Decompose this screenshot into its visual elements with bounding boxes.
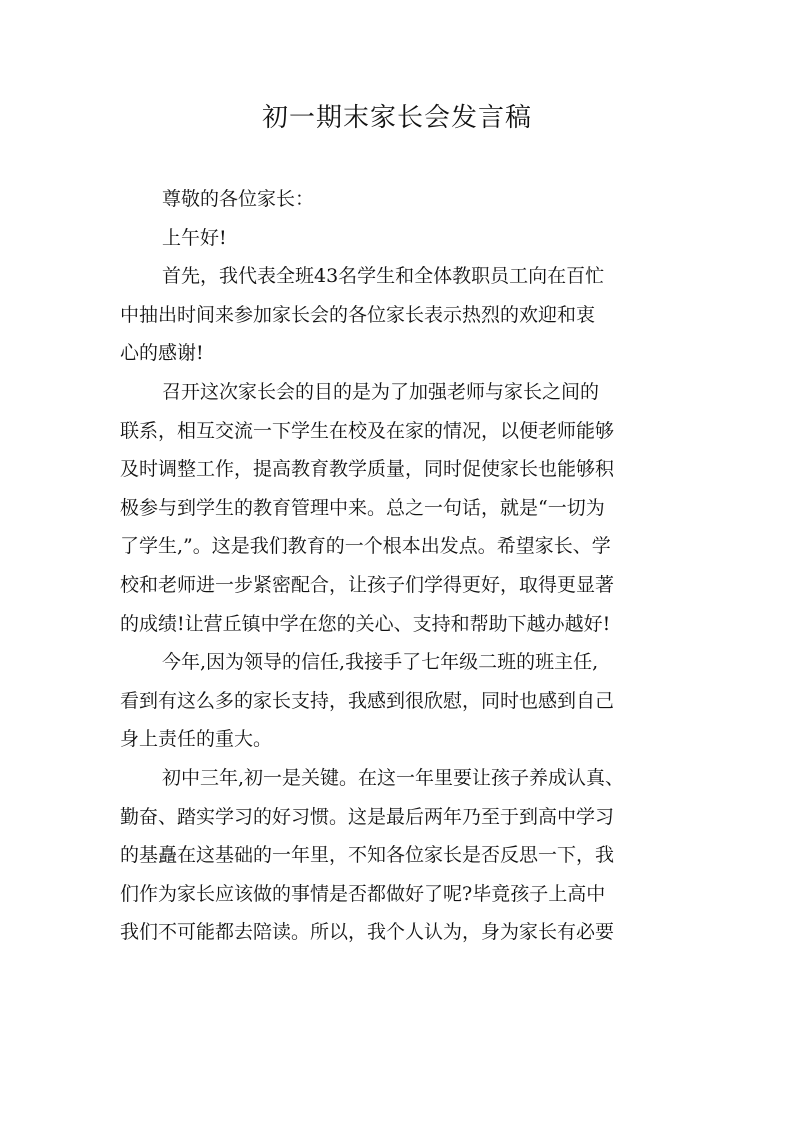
paragraph-line: 身上责任的重大。 xyxy=(120,728,273,751)
paragraph-line: 们作为家长应该做的事情是否都做好了呢?毕竟孩子上高中 xyxy=(120,882,606,905)
paragraph-line: 勤奋、踏实学习的好习惯。这是最后两年乃至于到高中学习 xyxy=(120,805,615,828)
paragraph-line: 初中三年,初一是关键。在这一年里要让孩子养成认真、 xyxy=(162,766,625,789)
paragraph-line: 联系，相互交流一下学生在校及在家的情况，以便老师能够 xyxy=(120,419,615,442)
paragraph-line: 的成绩!让营丘镇中学在您的关心、支持和帮助下越办越好! xyxy=(120,612,611,635)
paragraph-line: 的基矗在这基础的一年里，不知各位家长是否反思一下，我 xyxy=(120,844,615,867)
paragraph-line: 看到有这么多的家长支持，我感到很欣慰，同时也感到自己 xyxy=(120,689,615,712)
paragraph-line: 心的感谢! xyxy=(120,342,204,365)
paragraph-line: 校和老师进一步紧密配合，让孩子们学得更好，取得更显著 xyxy=(120,573,615,596)
paragraph-line: 召开这次家长会的目的是为了加强老师与家长之间的 xyxy=(162,380,600,403)
paragraph-line: 今年,因为领导的信任,我接手了七年级二班的班主任, xyxy=(162,651,599,674)
paragraph-line: 上午好! xyxy=(162,226,227,249)
paragraph-line: 首先，我代表全班43名学生和全体教职员工向在百忙 xyxy=(162,265,605,288)
paragraph-line: 了学生,”。这是我们教育的一个根本出发点。希望家长、学 xyxy=(120,535,611,558)
paragraph-line: 及时调整工作，提高教育教学质量，同时促使家长也能够积 xyxy=(120,458,615,481)
document-title: 初一期末家长会发言稿 xyxy=(261,103,532,133)
paragraph-line: 尊敬的各位家长： xyxy=(162,188,315,210)
document-body xyxy=(120,180,678,952)
paragraph-line: 中抽出时间来参加家长会的各位家长表示热烈的欢迎和衷 xyxy=(120,303,596,326)
paragraph-line: 极参与到学生的教育管理中来。总之一句话，就是“一切为 xyxy=(120,496,605,519)
paragraph-line: 我们不可能都去陪读。所以，我个人认为，身为家长有必要 xyxy=(120,921,615,944)
